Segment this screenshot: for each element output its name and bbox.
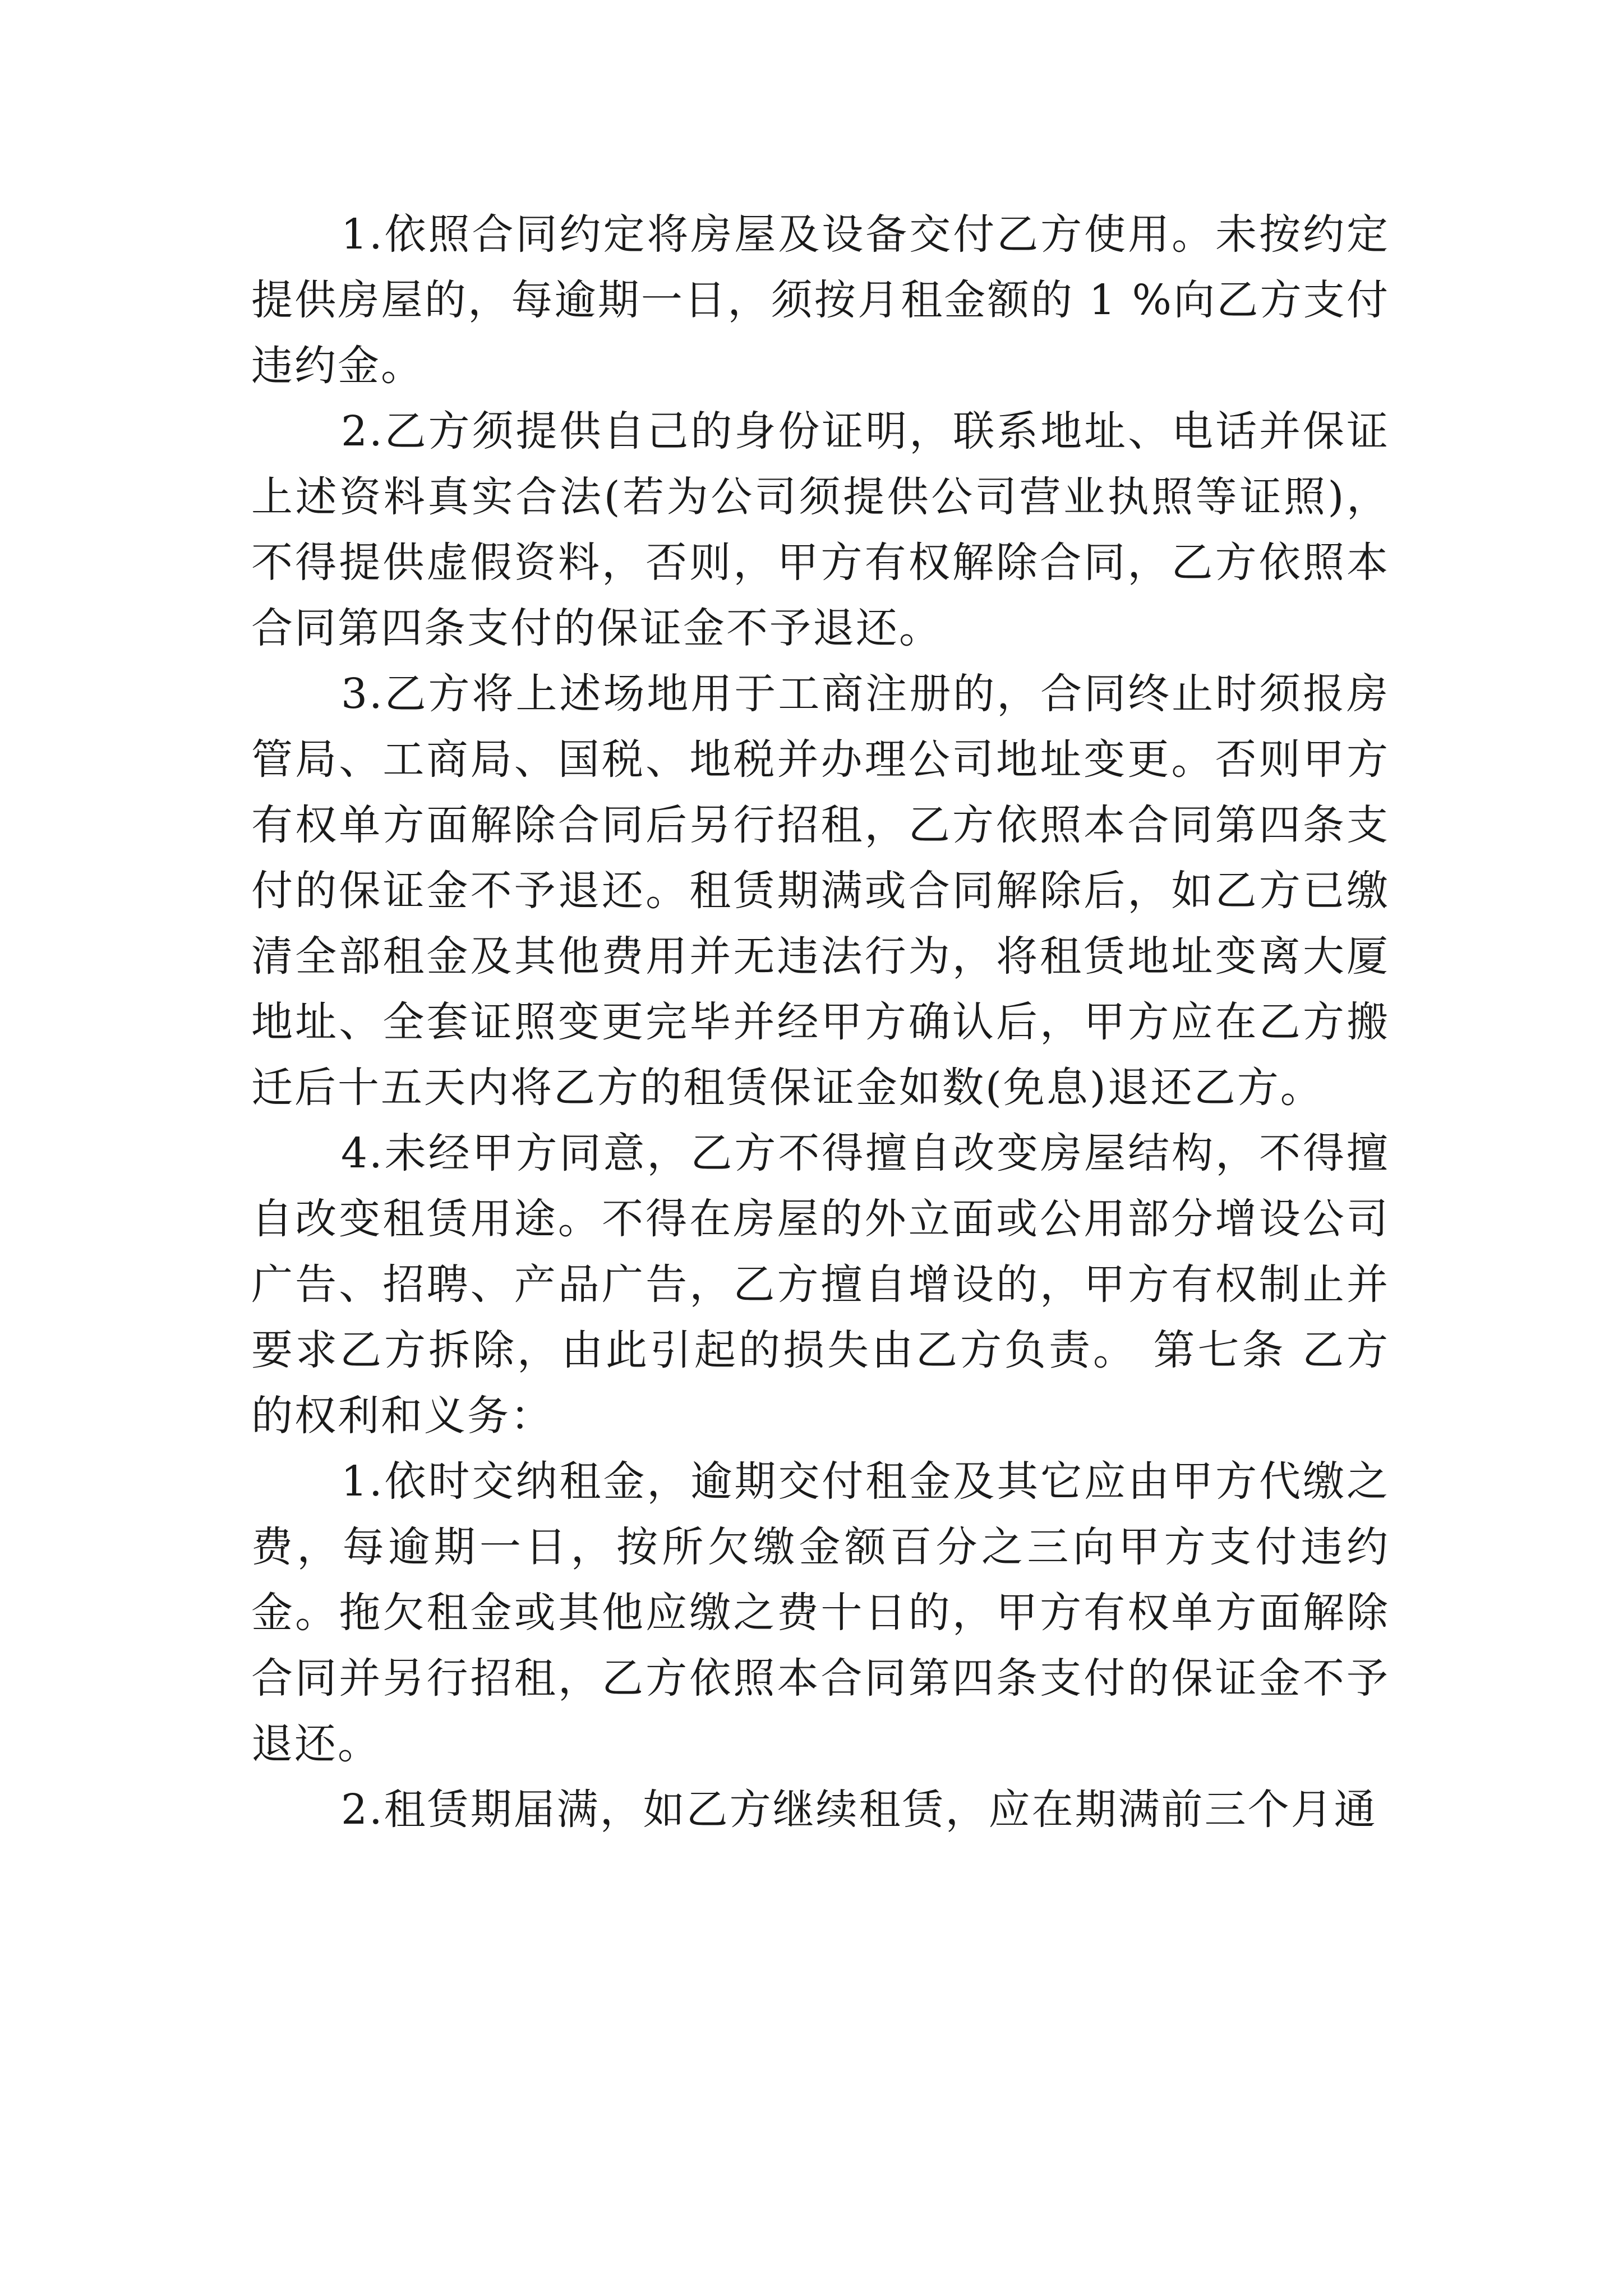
- paragraph-landlord-1: 1.依照合同约定将房屋及设备交付乙方使用。未按约定提供房屋的，每逾期一日，须按月租金额的 1 %向乙方支付违约金。: [251, 210, 1390, 390]
- paragraph-landlord-2: 2.乙方须提供自己的身份证明，联系地址、电话并保证上述资料真实合法(若为公司须提供公司营业执照等证照)，不得提供虚假资料，否则，甲方有权解除合同，乙方依照本合同第四条支付的保证金不予退还。: [251, 407, 1390, 652]
- paragraph-tenant-1: 1.依时交纳租金，逾期交付租金及其它应由甲方代缴之费，每逾期一日，按所欠缴金额百分之三向甲方支付违约金。拖欠租金或其他应缴之费十日的，甲方有权单方面解除合同并另行招租，乙方依照本合同第四条支付的保证金不予退还。: [251, 1457, 1390, 1768]
- paragraph-tenant-2: 2.租赁期届满，如乙方继续租赁，应在期满前三个月通: [341, 1786, 1377, 1834]
- document-body: [251, 202, 1390, 1843]
- paragraph-landlord-4: 4.未经甲方同意，乙方不得擅自改变房屋结构，不得擅自改变租赁用途。不得在房屋的外立面或公用部分增设公司广告、招聘、产品广告，乙方擅自增设的，甲方有权制止并要求乙方拆除，由此引起的损失由乙方负责。 第七条 乙方的权利和义务：: [251, 1129, 1390, 1440]
- paragraph-landlord-3: 3.乙方将上述场地用于工商注册的，合同终止时须报房管局、工商局、国税、地税并办理公司地址变更。否则甲方有权单方面解除合同后另行招租，乙方依照本合同第四条支付的保证金不予退还。租赁期满或合同解除后，如乙方已缴清全部租金及其他费用并无违法行为，将租赁地址变离大厦地址、全套证照变更完毕并经甲方确认后，甲方应在乙方搬迁后十五天内将乙方的租赁保证金如数(免息)退还乙方。: [251, 670, 1390, 1112]
